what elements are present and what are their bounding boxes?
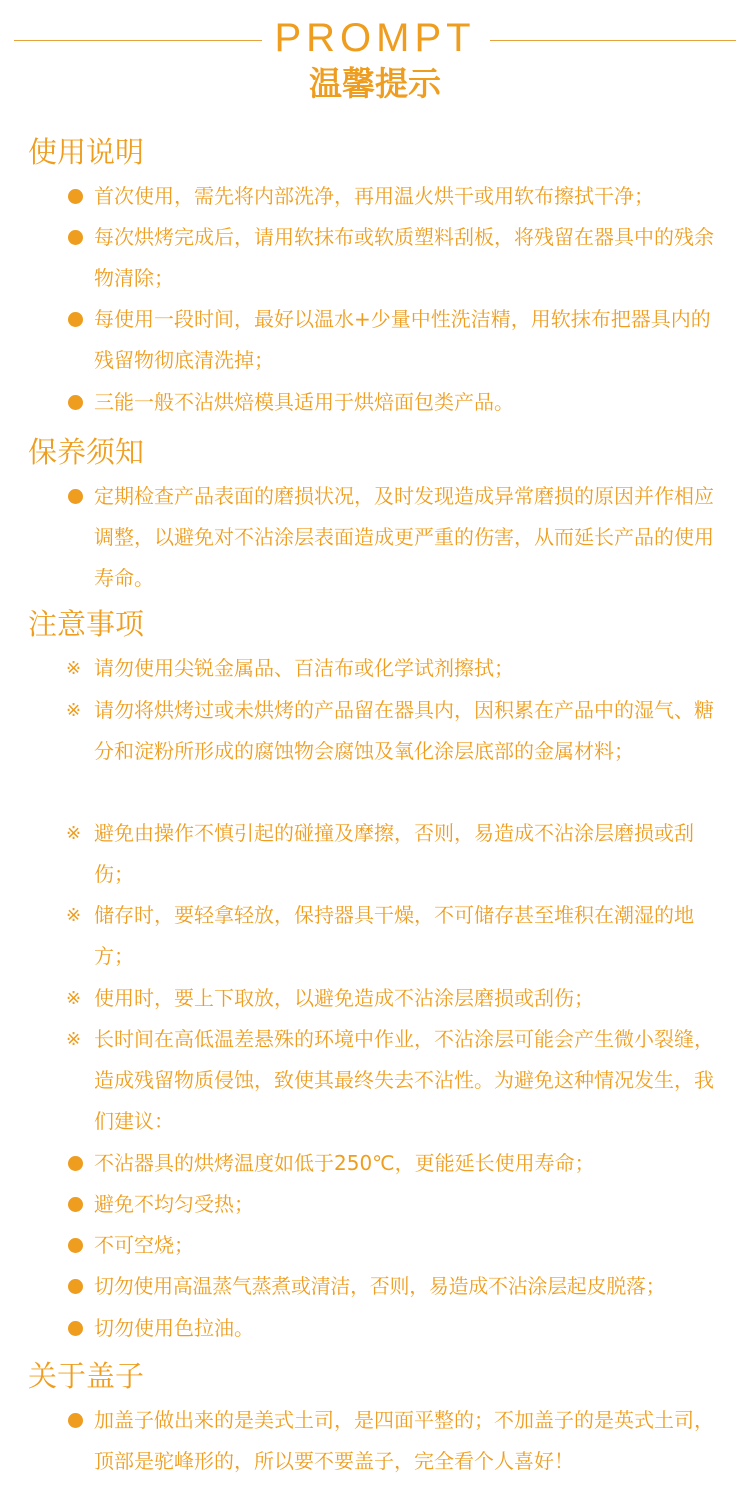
bullet-dot-icon [66, 1266, 92, 1307]
bullet-dot-icon [66, 1308, 92, 1349]
reference-mark-icon: ※ [66, 905, 82, 926]
list-item-text: 切勿使用色拉油。 [94, 1316, 254, 1340]
list-item-text: 储存时，要轻拿轻放，保持器具干燥，不可储存甚至堆积在潮湿的地方； [94, 903, 694, 968]
list-item [66, 217, 726, 299]
bullet-dot-icon [66, 1225, 92, 1266]
list-item-text: 每次烘烤完成后，请用软抹布或软质塑料刮板，将残留在器具中的残余物清除； [94, 225, 714, 290]
list-item [66, 382, 726, 423]
reference-mark-icon: ※ [66, 988, 82, 1009]
list-item-text: 不可空烧； [94, 1233, 194, 1257]
bullet-dot-icon [66, 1400, 92, 1441]
bullet-dot-icon [66, 1184, 92, 1225]
section-title-maintenance: 保养须知 [28, 435, 145, 469]
header-title-cn: 温馨提示 [309, 64, 441, 103]
reference-mark-icon: ※ [66, 700, 82, 721]
section-title-usage: 使用说明 [28, 135, 145, 169]
list-item [66, 1400, 726, 1482]
list-item [66, 1225, 726, 1266]
list-item [66, 476, 726, 599]
list-item [66, 1143, 726, 1184]
list-item [66, 176, 726, 217]
header-title-en: PROMPT [274, 16, 476, 60]
reference-mark-icon: ※ [66, 1029, 82, 1050]
list-item [66, 690, 726, 772]
list-item-text: 不沾器具的烘烤温度如低于250℃，更能延长使用寿命； [94, 1151, 595, 1175]
list-item [66, 1308, 726, 1349]
header-divider-right [490, 40, 736, 41]
list-item-text: 避免由操作不慎引起的碰撞及摩擦，否则，易造成不沾涂层磨损或刮伤； [94, 821, 694, 886]
page-header [0, 0, 750, 110]
bullet-dot-icon [66, 217, 92, 258]
list-item-text: 请勿将烘烤过或未烘烤的产品留在器具内，因积累在产品中的湿气、糖分和淀粉所形成的腐蚀物会腐蚀及氧化涂层底部的金属材料； [94, 698, 714, 763]
bullet-dot-icon [66, 299, 92, 340]
bullet-dot-icon [66, 382, 92, 423]
list-item [66, 1266, 746, 1307]
list-item-text: 长时间在高低温差悬殊的环境中作业，不沾涂层可能会产生微小裂缝，造成残留物质侵蚀，致使其最终失去不沾性。为避免这种情况发生，我们建议： [94, 1027, 714, 1133]
reference-mark-icon: ※ [66, 823, 82, 844]
list-item [66, 648, 726, 689]
list-item [66, 299, 726, 381]
list-item-text: 定期检查产品表面的磨损状况，及时发现造成异常磨损的原因并作相应调整，以避免对不沾涂层表面造成更严重的伤害，从而延长产品的使用寿命。 [94, 484, 714, 590]
list-item-text: 切勿使用高温蒸气蒸煮或清洁，否则，易造成不沾涂层起皮脱落； [94, 1274, 666, 1298]
list-item-text: 三能一般不沾烘焙模具适用于烘焙面包类产品。 [94, 390, 514, 414]
section-title-lid: 关于盖子 [28, 1359, 145, 1393]
list-item [66, 1184, 726, 1225]
section-title-precautions: 注意事项 [28, 607, 145, 641]
reference-mark-icon: ※ [66, 658, 82, 679]
list-item-text: 使用时，要上下取放，以避免造成不沾涂层磨损或刮伤； [94, 986, 594, 1010]
list-item-text: 避免不均匀受热； [94, 1192, 254, 1216]
bullet-dot-icon [66, 1143, 92, 1184]
list-item-text: 加盖子做出来的是美式土司，是四面平整的；不加盖子的是英式土司，顶部是驼峰形的，所以要不要盖子，完全看个人喜好！ [94, 1408, 714, 1473]
list-item [66, 978, 726, 1019]
bullet-dot-icon [66, 476, 92, 517]
list-item [66, 813, 726, 895]
list-item-text: 每使用一段时间，最好以温水+少量中性洗洁精，用软抹布把器具内的残留物彻底清洗掉； [94, 307, 711, 372]
list-item [66, 895, 726, 977]
list-item-text: 首次使用，需先将内部洗净，再用温火烘干或用软布擦拭干净； [94, 184, 654, 208]
list-item-text: 请勿使用尖锐金属品、百洁布或化学试剂擦拭； [94, 656, 514, 680]
list-item [66, 1019, 726, 1142]
bullet-dot-icon [66, 176, 92, 217]
